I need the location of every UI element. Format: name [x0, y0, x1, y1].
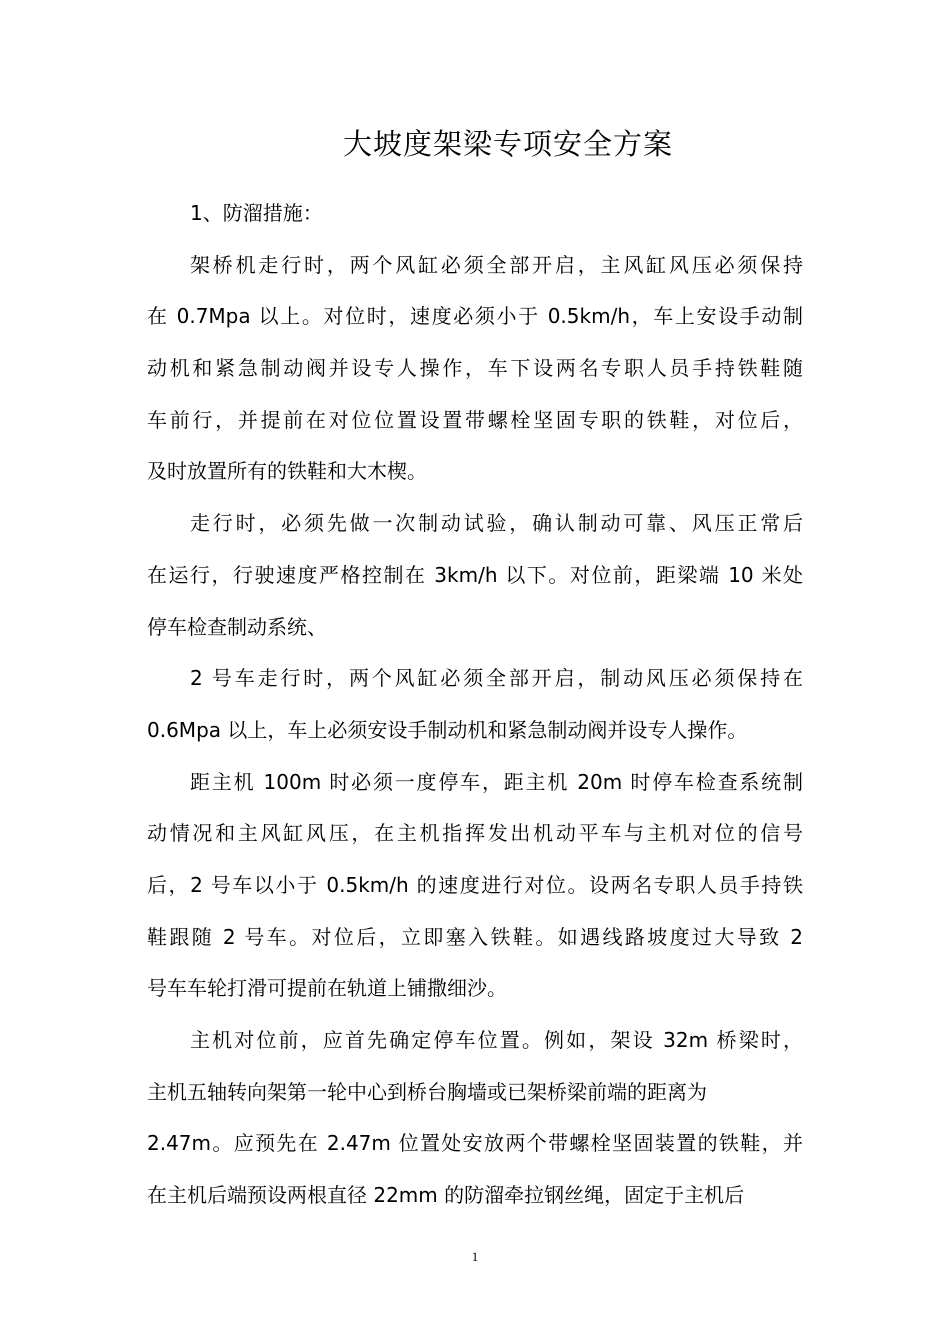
paragraph-line: 0.6Mpa 以上，车上必须安设手制动机和紧急制动阀并设专人操作。 [147, 717, 748, 742]
paragraph-line: 及时放置所有的铁鞋和大木楔。 [147, 459, 427, 484]
paragraph-line: 动情况和主风缸风压，在主机指挥发出机动平车与主机对位的信号 [147, 821, 803, 846]
paragraph-line: 1、防溜措施： [190, 201, 323, 225]
paragraph-line: 距主机 100m 时必须一度停车，距主机 20m 时停车检查系统制 [190, 769, 803, 794]
paragraph-line: 在主机后端预设两根直径 22mm 的防溜牵拉钢丝绳，固定于主机后 [147, 1183, 745, 1208]
paragraph-line: 鞋跟随 2 号车。对位后，立即塞入铁鞋。如遇线路坡度过大导致 2 [147, 924, 803, 949]
paragraph-line: 走行时，必须先做一次制动试验，确认制动可靠、风压正常后 [190, 511, 803, 536]
paragraph-line: 架桥机走行时，两个风缸必须全部开启，主风缸风压必须保持 [190, 252, 803, 277]
paragraph-line: 2.47m。应预先在 2.47m 位置处安放两个带螺栓坚固装置的铁鞋，并 [147, 1131, 803, 1156]
paragraph-line: 在运行，行驶速度严格控制在 3km/h 以下。对位前，距梁端 10 米处 [147, 562, 803, 587]
paragraph-line: 后，2 号车以小于 0.5km/h 的速度进行对位。设两名专职人员手持铁 [147, 872, 803, 897]
document-body [147, 188, 803, 1222]
paragraph-line: 号车车轮打滑可提前在轨道上铺撒细沙。 [147, 976, 507, 1001]
paragraph-line: 车前行，并提前在对位位置设置带螺栓坚固专职的铁鞋，对位后， [147, 407, 803, 432]
page-number: 1 [471, 1249, 479, 1264]
paragraph-line: 动机和紧急制动阀并设专人操作，车下设两名专职人员手持铁鞋随 [147, 356, 803, 381]
paragraph-line: 主机五轴转向架第一轮中心到桥台胸墙或已架桥梁前端的距离为 [147, 1079, 707, 1104]
paragraph-line: 停车检查制动系统、 [147, 614, 327, 639]
paragraph-line: 2 号车走行时，两个风缸必须全部开启，制动风压必须保持在 [190, 666, 803, 691]
document-title: 大坡度架梁专项安全方案 [342, 127, 673, 161]
paragraph-line: 在 0.7Mpa 以上。对位时，速度必须小于 0.5km/h，车上安设手动制 [147, 304, 803, 329]
paragraph-line: 主机对位前，应首先确定停车位置。例如，架设 32m 桥梁时， [190, 1028, 803, 1052]
